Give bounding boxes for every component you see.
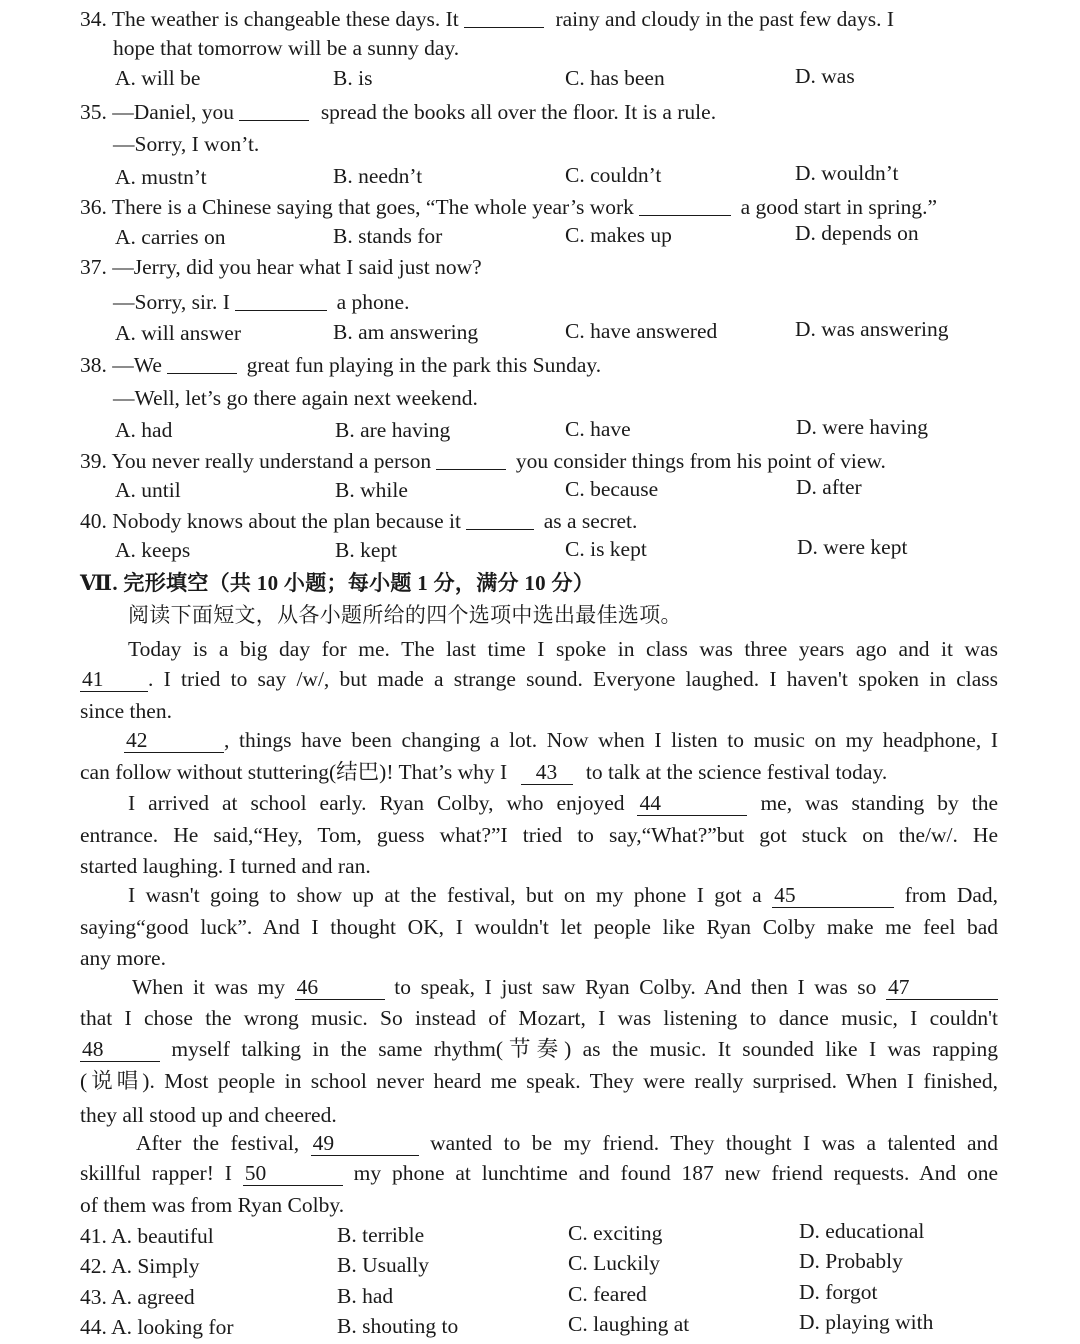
option-c: C. have answered: [565, 319, 718, 343]
option-b: B. kept: [335, 538, 398, 562]
question-number: 39.: [80, 449, 107, 473]
passage-line: (说唱). Most people in school never heard me speak. They were really surprised. When I finished,: [80, 1069, 998, 1093]
question-text: as a secret.: [543, 509, 638, 533]
option-c: C. laughing at: [568, 1312, 690, 1336]
passage-line: Today is a big day for me. The last time I spoke in class was three years ago and it was: [128, 637, 998, 661]
question-text: great fun playing in the park this Sunday.: [246, 353, 602, 377]
option-d: D. forgot: [799, 1280, 878, 1304]
question-text: —Daniel, you: [112, 100, 235, 124]
answer-row-42: [80, 1256, 199, 1278]
question-text: you consider things from his point of view.: [515, 449, 886, 473]
blank-44: 44: [637, 793, 747, 816]
passage-line: When it was my 46 to speak, I just saw Ryan Colby. And then I was so 47: [80, 977, 998, 1000]
option-c: C. exciting: [568, 1221, 663, 1245]
option-b: B. terrible: [337, 1223, 425, 1247]
option-a: A. had: [115, 418, 173, 442]
option-d: D. depends on: [795, 221, 919, 245]
option-d: D. was answering: [795, 317, 949, 341]
question-continuation: hope that tomorrow will be a sunny day.: [113, 36, 460, 60]
question-number: 36.: [80, 195, 107, 219]
passage-line: that I chose the wrong music. So instead of Mozart, I was listening to dance music, I couldn't: [80, 1006, 998, 1030]
question-40: [80, 510, 637, 533]
blank-41: 41: [80, 669, 148, 692]
blank-45: 45: [772, 885, 894, 908]
option-d: D. Probably: [799, 1249, 903, 1273]
option-b: B. is: [333, 66, 373, 90]
option-b: B. had: [337, 1284, 394, 1308]
option-c: C. is kept: [565, 537, 647, 561]
option-d: D. after: [796, 475, 862, 499]
option-a: A. Simply: [111, 1254, 200, 1278]
option-d: D. were having: [796, 415, 928, 439]
question-36: [80, 196, 937, 219]
option-c: C. makes up: [565, 223, 672, 247]
question-text: spread the books all over the floor. It is a rule.: [320, 100, 717, 124]
passage-line: After the festival, 49 wanted to be my friend. They thought I was a talented and: [136, 1131, 999, 1155]
passage-line: of them was from Ryan Colby.: [80, 1193, 345, 1217]
answer-blank: [639, 196, 731, 216]
passage-line: I wasn't going to show up at the festival, but on my phone I got a 45 from Dad,: [128, 883, 999, 907]
passage-line: any more.: [80, 946, 166, 970]
answer-blank: [464, 8, 544, 28]
question-34: [80, 8, 894, 31]
answer-row-41: [80, 1226, 214, 1248]
passage-line: saying“good luck”. And I thought OK, I wouldn't let people like Ryan Colby make me feel bad: [80, 915, 998, 939]
question-continuation: —Well, let’s go there again next weekend.: [113, 386, 478, 410]
option-b: B. while: [335, 478, 408, 502]
option-d: D. was: [795, 64, 855, 88]
passage-line: I arrived at school early. Ryan Colby, who enjoyed 44 me, was standing by the: [128, 791, 998, 815]
option-a: A. will answer: [115, 321, 241, 345]
blank-50: 50: [243, 1163, 343, 1186]
option-c: C. couldn’t: [565, 163, 662, 187]
option-d: D. educational: [799, 1219, 925, 1243]
section-instruction: 阅读下面短文，从各小题所给的四个选项中选出最佳选项。: [128, 603, 682, 627]
blank-46: 46: [295, 977, 385, 1000]
question-number: 37.: [80, 255, 107, 279]
question-text: —Sorry, sir. I: [113, 290, 230, 314]
passage-line: can follow without stuttering(结巴)! That’s why I 43 to talk at the science festival today.: [80, 760, 888, 784]
option-b: B. are having: [335, 418, 451, 442]
option-b: B. shouting to: [337, 1314, 459, 1338]
question-38: [80, 354, 601, 377]
option-a: A. will be: [115, 66, 201, 90]
blank-48: 48: [80, 1039, 160, 1062]
blank-49: 49: [311, 1133, 419, 1156]
question-continuation: —Sorry, I won’t.: [113, 132, 260, 156]
question-number: 35.: [80, 100, 107, 124]
blank-42: 42: [124, 730, 224, 753]
answer-number: 43.: [80, 1285, 107, 1309]
question-number: 34.: [80, 7, 107, 31]
answer-blank: [235, 291, 327, 311]
answer-number: 42.: [80, 1254, 107, 1278]
answer-row-44: [80, 1317, 234, 1339]
passage-line: 48 myself talking in the same rhythm(节奏) as the music. It sounded like I was rapping: [82, 1037, 998, 1061]
answer-blank: [436, 450, 506, 470]
option-a: A. keeps: [115, 538, 191, 562]
passage-line: entrance. He said,“Hey, Tom, guess what?”I tried to say,“What?”but got stuck on the/w/. He: [80, 823, 998, 847]
question-text: The weather is changeable these days. It: [111, 7, 459, 31]
option-d: D. playing with: [799, 1310, 934, 1334]
option-a: A. agreed: [111, 1285, 195, 1309]
question-37: [80, 257, 482, 279]
option-a: A. until: [115, 478, 181, 502]
option-a: A. beautiful: [111, 1224, 214, 1248]
question-text: rainy and cloudy in the past few days. I: [555, 7, 894, 31]
question-text: —We: [112, 353, 162, 377]
option-c: C. has been: [565, 66, 665, 90]
answer-number: 41.: [80, 1224, 107, 1248]
answer-blank: [167, 354, 237, 374]
option-a: A. carries on: [115, 225, 226, 249]
passage-line: they all stood up and cheered.: [80, 1103, 337, 1127]
question-39: [80, 450, 886, 473]
option-b: B. stands for: [333, 224, 443, 248]
section-heading: Ⅶ. 完形填空（共 10 小题；每小题 1 分，满分 10 分）: [80, 571, 595, 595]
passage-line: since then.: [80, 699, 172, 723]
blank-47: 47: [886, 977, 998, 1000]
option-b: B. Usually: [337, 1253, 429, 1277]
option-c: C. Luckily: [568, 1251, 660, 1275]
question-text: There is a Chinese saying that goes, “The whole year’s work: [111, 195, 634, 219]
answer-blank: [239, 101, 309, 121]
question-text: Nobody knows about the plan because it: [112, 509, 461, 533]
option-b: B. needn’t: [333, 164, 423, 188]
blank-43: 43: [521, 762, 573, 785]
option-c: C. because: [565, 477, 659, 501]
passage-line: skillful rapper! I 50 my phone at lunchtime and found 187 new friend requests. And one: [80, 1161, 999, 1185]
passage-line: 42 , things have been changing a lot. Now when I listen to music on my headphone, I: [126, 728, 998, 752]
passage-line: started laughing. I turned and ran.: [80, 854, 371, 878]
question-text: a phone.: [336, 290, 410, 314]
question-number: 40.: [80, 509, 107, 533]
option-b: B. am answering: [333, 320, 479, 344]
answer-number: 44.: [80, 1315, 107, 1339]
option-a: A. mustn’t: [115, 165, 207, 189]
option-d: D. were kept: [797, 535, 908, 559]
answer-blank: [466, 510, 534, 530]
option-c: C. have: [565, 417, 631, 441]
question-text: You never really understand a person: [111, 449, 432, 473]
answer-row-43: [80, 1287, 195, 1309]
question-text: a good start in spring.”: [740, 195, 938, 219]
question-continuation: [113, 291, 409, 314]
question-35: [80, 101, 716, 124]
passage-line: 41 . I tried to say /w/, but made a strange sound. Everyone laughed. I haven't spoken in class: [82, 667, 998, 691]
question-number: 38.: [80, 353, 107, 377]
option-a: A. looking for: [111, 1315, 234, 1339]
question-text: —Jerry, did you hear what I said just now?: [112, 255, 482, 279]
option-c: C. feared: [568, 1282, 647, 1306]
option-d: D. wouldn’t: [795, 161, 899, 185]
